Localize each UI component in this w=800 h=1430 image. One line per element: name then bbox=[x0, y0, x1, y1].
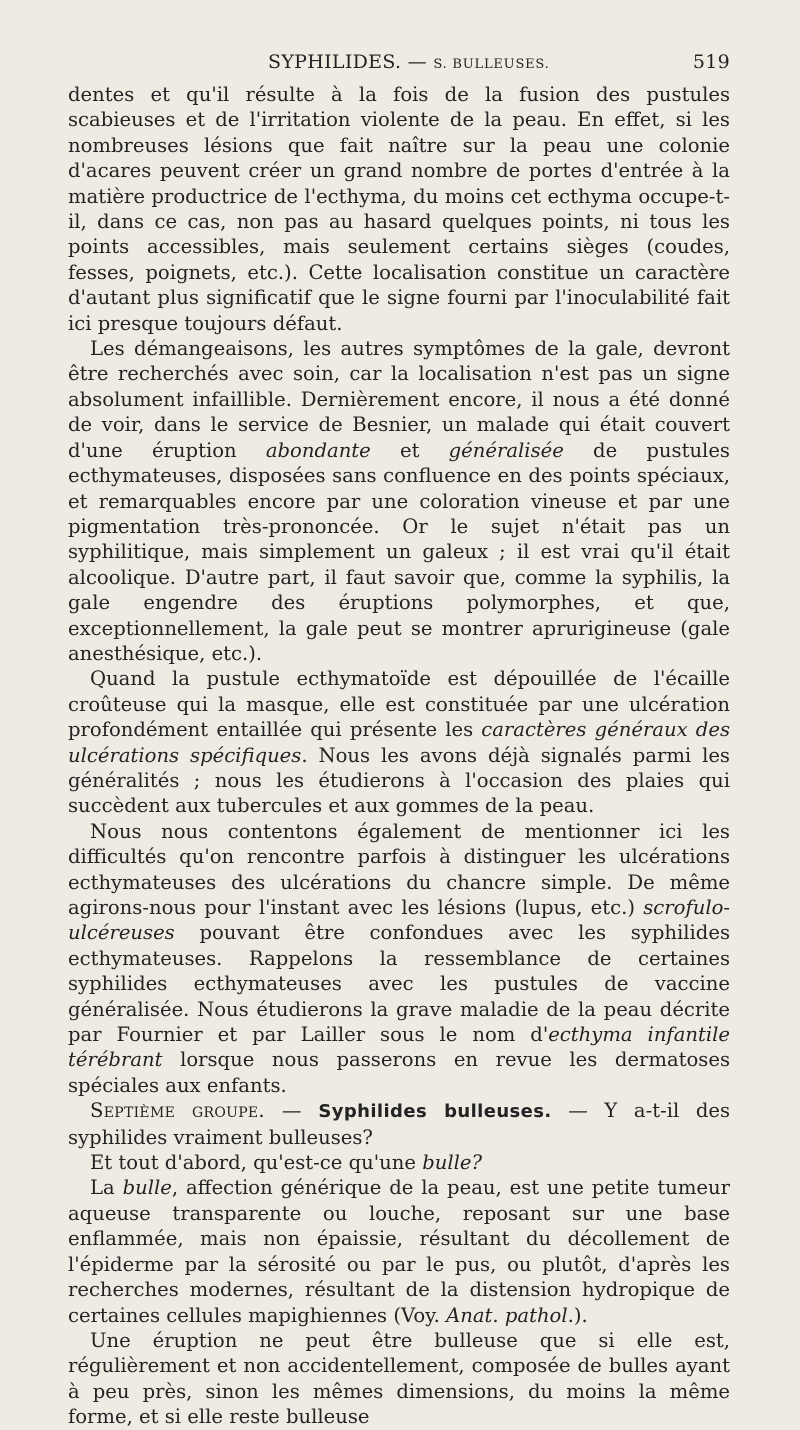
paragraph-2-text-b: et bbox=[370, 438, 449, 462]
body-text bbox=[68, 82, 730, 1430]
paragraph-4-text-c: lorsque nous passerons en revue les dermatoses spéciales aux enfants. bbox=[68, 1048, 730, 1097]
paragraph-1: dentes et qu'il résulte à la fois de la fusion des pustules scabieuses et de l'irritation violente de la peau. En effet, si les nombreuses lésions que fait naître sur la peau une colonie d'acares peuvent créer un grand nombre de portes d'entrée à la matière productrice de l'ecthyma, du moins cet ecthyma occupe-t-il, dans ce cas, non pas au hasard quelques points, ni tous les points accessibles, mais seulement certains sièges (coudes, fesses, poignets, etc.). Cette localisation constitue un caractère d'autant plus significatif que le signe fourni par l'inoculabilité fait ici presque toujours défaut. bbox=[68, 83, 730, 335]
paragraph-7-text-b: , affection générique de la peau, est une petite tumeur aqueuse transparente ou louche, reposant sur une base enflammée, mais non épaissie, résultant du décollement de l'épiderme par la sérosité ou par le pus, ou plutôt, d'après les recherches modernes, résultant de la distension hydropique de certaines cellules mapighiennes (Voy. bbox=[68, 1176, 730, 1327]
running-title bbox=[268, 51, 550, 73]
section-question: — Y a-t-il des syphilides vraiment bulleuses? bbox=[68, 1099, 731, 1149]
section-group-label: Septième groupe. — bbox=[90, 1099, 302, 1123]
paragraph-2-text-a: Les démangeaisons, les autres symptômes de la gale, devront être recherchés avec soin, car la localisation n'est pas un signe absolument infaillible. Dernièrement encore, il nous a été donné de voir, dans le service de Besnier, un malade qui était couvert d'une éruption bbox=[68, 337, 730, 462]
running-title-section: S. BULLEUSES. bbox=[433, 57, 550, 72]
paragraph-7-text-a: La bbox=[90, 1176, 123, 1200]
running-title-main: SYPHILIDES. — bbox=[268, 51, 427, 73]
paragraph-2-text-c: de pustules ecthymateuses, disposées sans confluence en des points spéciaux, et remarquables encore par une coloration vineuse et par une pigmentation très-prononcée. Or le sujet n'était pas un syphilitique, mais simplement un galeux ; il est vrai qu'il était alcoolique. D'autre part, il faut savoir que, comme la syphilis, la gale engendre des éruptions polymorphes, et que, exceptionnellement, la gale peut se montrer aprurigineuse (gale anesthésique, etc.). bbox=[68, 438, 730, 665]
running-head bbox=[68, 42, 730, 82]
page-number: 519 bbox=[692, 51, 730, 73]
paragraph-3-text-b: . Nous les avons déjà signalés parmi les généralités ; nous les étudierons à l'occasion des plaies qui succèdent aux tubercules et aux gommes de la peau. bbox=[68, 743, 730, 818]
section-title: Syphilides bulleuses. bbox=[318, 1101, 552, 1123]
paragraph-3-text-a: Quand la pustule ecthymatoïde est dépouillée de l'écaille croûteuse qui la masque, elle est constituée par une ulcération profondément entaillée qui présente les bbox=[68, 667, 730, 742]
paragraph-7-italic-2: Anat. pathol. bbox=[446, 1303, 574, 1327]
paragraph-4 bbox=[68, 819, 730, 1098]
paragraph-8: Une éruption ne peut être bulleuse que si elle est, régulièrement et non accidentellement, composée de bulles ayant à peu près, sinon les mêmes dimensions, du moins la même forme, et si elle reste bulleuse bbox=[68, 1328, 730, 1429]
paragraph-4-text-b: pouvant être confondues avec les syphilides ecthymateuses. Rappelons la ressemblance de certaines syphilides ecthymateuses avec les pustules de vaccine généralisée. Nous étudierons la grave maladie de la peau décrite par Fournier et par Lailler sous le nom d' bbox=[68, 921, 730, 1047]
paragraph-2 bbox=[68, 336, 730, 666]
paragraph-4-text-a: Nous nous contentons également de mentionner ici les difficultés qu'on rencontre parfois à distinguer les ulcérations ecthymateuses des ulcérations du chancre simple. De même agirons-nous pour l'instant avec les lésions (lupus, etc.) bbox=[68, 819, 730, 919]
paragraph-6-italic: bulle? bbox=[422, 1151, 483, 1175]
paragraph-3 bbox=[68, 666, 730, 818]
paragraph-7-text-c: ). bbox=[573, 1303, 588, 1327]
paragraph-2-italic-1: abondante bbox=[265, 438, 371, 462]
paragraph-4-italic-1: scrofulo-ulcéreuses bbox=[68, 896, 730, 945]
paragraph-3-italic: caractères généraux des ulcérations spécifiques bbox=[68, 718, 731, 767]
paragraph-6-text: Et tout d'abord, qu'est-ce qu'une bbox=[90, 1151, 423, 1175]
paragraph-2-italic-2: généralisée bbox=[448, 438, 564, 462]
paragraph-7-italic-1: bulle bbox=[122, 1176, 172, 1200]
section-heading-paragraph bbox=[68, 1098, 730, 1150]
paragraph-6 bbox=[68, 1150, 730, 1175]
paragraph-7 bbox=[68, 1175, 730, 1327]
paragraph-4-italic-2: ecthyma infantile térébrant bbox=[68, 1023, 730, 1072]
